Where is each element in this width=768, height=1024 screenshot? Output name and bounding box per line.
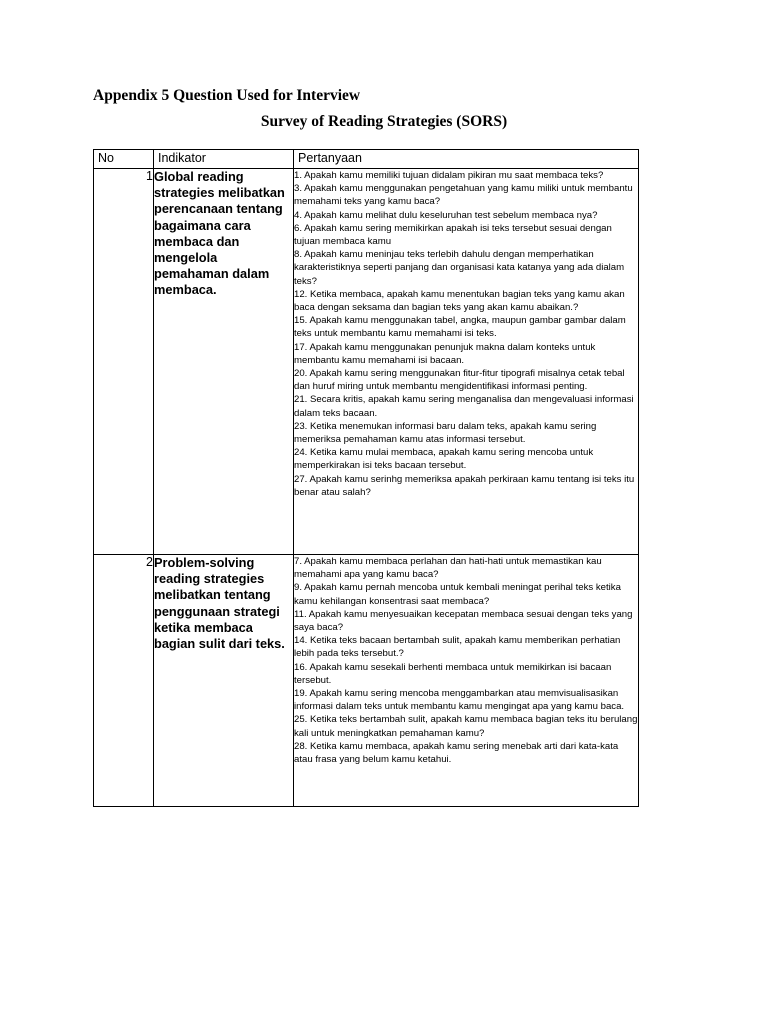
question-item: 27. Apakah kamu serinhg memeriksa apakah perkiraan kamu tentang isi teks itu benar atau salah? — [294, 473, 635, 498]
survey-title: Survey of Reading Strategies (SORS) — [260, 113, 508, 130]
table-row — [94, 555, 639, 807]
question-item: 16. Apakah kamu sesekali berhenti membaca untuk memikirkan isi bacaan tersebut. — [294, 661, 612, 686]
questions-cell — [294, 169, 639, 555]
question-item: 19. Apakah kamu sering mencoba menggambarkan atau memvisualisasikan informasi dalam teks untuk membantu kamu mengingat apa yang kamu baca. — [294, 688, 625, 713]
question-item: 3. Apakah kamu menggunakan pengetahuan yang kamu miliki untuk membantu memahami teks yang kamu baca? — [294, 183, 633, 208]
header-pertanyaan: Pertanyaan — [294, 150, 639, 169]
question-item: 1. Apakah kamu memiliki tujuan didalam pikiran mu saat membaca teks? — [294, 170, 604, 181]
appendix-title: Appendix 5 Question Used for Interview — [93, 87, 361, 104]
question-item: 14. Ketika teks bacaan bertambah sulit, apakah kamu memberikan perhatian lebih pada teks tersebut.? — [294, 635, 621, 660]
indikator-cell: Global reading strategies melibatkan perencanaan tentang bagaimana cara membaca dan mengelola pemahaman dalam membaca. — [154, 169, 294, 555]
question-item: 15. Apakah kamu menggunakan tabel, angka, maupun gambar gambar dalam teks untuk membantu kamu memahami isi teks. — [294, 315, 626, 340]
row-number: 2 — [94, 555, 154, 807]
header-indikator: Indikator — [154, 150, 294, 169]
question-item: 25. Ketika teks bertambah sulit, apakah kamu membaca bagian teks itu berulang kali untuk meningkatkan pemahaman kamu? — [294, 714, 638, 739]
sors-table — [93, 149, 639, 807]
question-item: 6. Apakah kamu sering memikirkan apakah isi teks tersebut sesuai dengan tujuan membaca kamu — [294, 222, 612, 248]
questions-cell — [294, 555, 639, 807]
header-no: No — [94, 150, 154, 169]
indikator-cell: Problem-solving reading strategies melibatkan tentang penggunaan strategi ketika membaca bagian sulit dari teks. — [154, 555, 294, 807]
question-item: 12. Ketika membaca, apakah kamu menentukan bagian teks yang kamu akan baca dengan seksama dan bagian teks yang akan kamu abaikan.? — [294, 288, 625, 314]
table-header-row — [94, 150, 639, 169]
question-item: 7. Apakah kamu membaca perlahan dan hati-hati untuk memastikan kau memahami apa yang kamu baca? — [294, 556, 602, 581]
question-item: 9. Apakah kamu pernah mencoba untuk kembali meningat perihal teks ketika kamu kehilangan konsentrasi saat membaca? — [294, 582, 621, 607]
question-item: 28. Ketika kamu membaca, apakah kamu sering menebak arti dari kata-kata atau frasa yang belum kamu ketahui. — [294, 740, 619, 766]
question-item: 20. Apakah kamu sering menggunakan fitur-fitur tipografi misalnya cetak tebal dan huruf miring untuk membantu mengidentifikasi informasi penting. — [294, 368, 625, 393]
question-item: 4. Apakah kamu melihat dulu keseluruhan test sebelum membaca nya? — [294, 209, 598, 221]
question-item: 8. Apakah kamu meninjau teks terlebih dahulu dengan memperhatikan karakteristiknya seperti panjang dan organisasi kata katanya yang ada dialam teks? — [294, 249, 625, 287]
question-item: 21. Secara kritis, apakah kamu sering menganalisa dan mengevaluasi informasi dalam teks bacaan. — [294, 394, 634, 419]
table-row — [94, 169, 639, 555]
row-number: 1 — [94, 169, 154, 555]
question-item: 24. Ketika kamu mulai membaca, apakah kamu sering mencoba untuk memperkirakan isi teks bacaan tersebut. — [294, 447, 594, 472]
question-item: 17. Apakah kamu menggunakan penunjuk makna dalam konteks untuk membantu kamu memahami isi bacaan. — [294, 341, 596, 366]
question-item: 23. Ketika menemukan informasi baru dalam teks, apakah kamu sering memeriksa pemahaman kamu atas informasi tersebut. — [294, 420, 597, 446]
question-item: 11. Apakah kamu menyesuaikan kecepatan membaca sesuai dengan teks yang saya baca? — [294, 608, 633, 634]
